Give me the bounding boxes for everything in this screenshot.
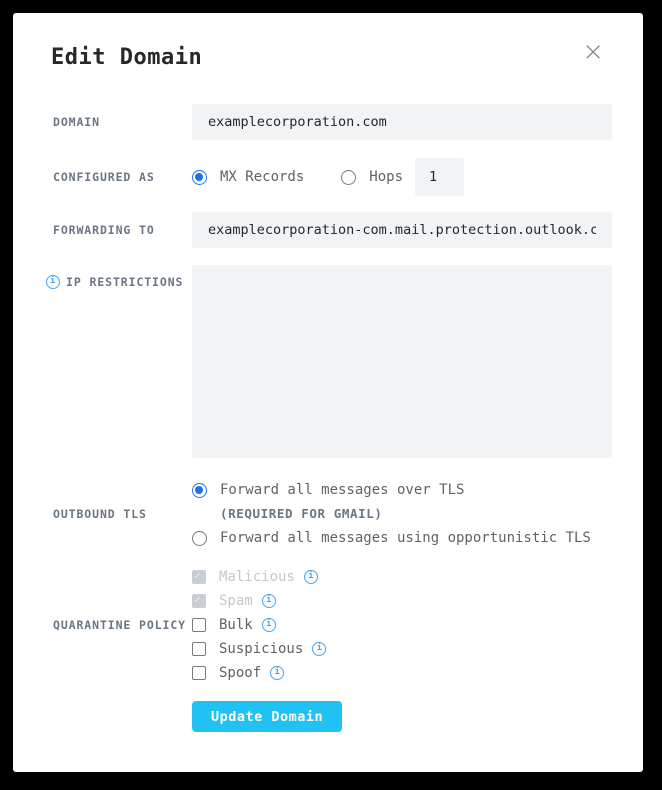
suspicious-info-icon[interactable]: i: [312, 642, 326, 656]
quarantine-option-spoof[interactable]: [192, 661, 612, 685]
tls-forced-radio[interactable]: [192, 483, 207, 498]
spam-label: Spam: [219, 593, 253, 609]
spoof-checkbox[interactable]: [192, 666, 206, 680]
spam-checkbox: [192, 594, 206, 608]
hops-radio[interactable]: [341, 170, 356, 185]
ip-restrictions-textarea[interactable]: [192, 265, 612, 458]
forwarding-to-input[interactable]: [192, 212, 612, 248]
configured-as-label: CONFIGURED AS: [53, 170, 155, 184]
mx-records-option[interactable]: [192, 165, 304, 189]
tls-opportunistic-radio[interactable]: [192, 531, 207, 546]
configured-as-row: [40, 158, 612, 196]
domain-input[interactable]: [192, 104, 612, 140]
forwarding-to-row: [40, 212, 612, 248]
button-row: [40, 701, 612, 732]
ip-restrictions-row: [40, 265, 612, 462]
bulk-label: Bulk: [219, 617, 253, 633]
spoof-info-icon[interactable]: i: [270, 666, 284, 680]
suspicious-label: Suspicious: [219, 641, 304, 657]
quarantine-option-bulk[interactable]: [192, 613, 612, 637]
tls-opportunistic-option[interactable]: [192, 526, 612, 550]
mx-records-label: MX Records: [220, 169, 305, 185]
edit-domain-modal: [13, 13, 643, 772]
close-icon[interactable]: ×: [582, 37, 604, 67]
spoof-label: Spoof: [219, 665, 262, 681]
outbound-tls-row: [40, 478, 612, 550]
malicious-info-icon[interactable]: i: [304, 570, 318, 584]
quarantine-option-spam: [192, 589, 612, 613]
domain-label: DOMAIN: [53, 115, 100, 129]
forwarding-to-label: FORWARDING TO: [53, 223, 155, 237]
quarantine-policy-row: [40, 565, 612, 685]
update-domain-button[interactable]: Update Domain: [192, 701, 342, 732]
quarantine-option-malicious: [192, 565, 612, 589]
malicious-checkbox: [192, 570, 206, 584]
malicious-label: Malicious: [219, 569, 295, 585]
spam-info-icon[interactable]: i: [262, 594, 276, 608]
quarantine-option-suspicious[interactable]: [192, 637, 612, 661]
bulk-checkbox[interactable]: [192, 618, 206, 632]
quarantine-policy-label: QUARANTINE POLICY: [53, 618, 187, 632]
ip-restrictions-info-icon[interactable]: i: [46, 275, 60, 289]
bulk-info-icon[interactable]: i: [262, 618, 276, 632]
modal-header: [40, 37, 612, 73]
hops-option[interactable]: [341, 165, 403, 189]
modal-title: Edit Domain: [51, 45, 203, 70]
outbound-tls-label: OUTBOUND TLS: [53, 507, 147, 521]
tls-forced-option[interactable]: [192, 478, 612, 502]
domain-row: [40, 104, 612, 140]
tls-forced-label: Forward all messages over TLS: [220, 482, 465, 498]
mx-records-radio[interactable]: [192, 170, 207, 185]
tls-forced-sublabel: (REQUIRED FOR GMAIL): [220, 506, 383, 521]
hops-label: Hops: [369, 169, 404, 185]
tls-opportunistic-label: Forward all messages using opportunistic TLS: [220, 530, 591, 546]
suspicious-checkbox[interactable]: [192, 642, 206, 656]
ip-restrictions-label: IP RESTRICTIONS: [66, 275, 184, 289]
hops-input[interactable]: [415, 158, 464, 196]
